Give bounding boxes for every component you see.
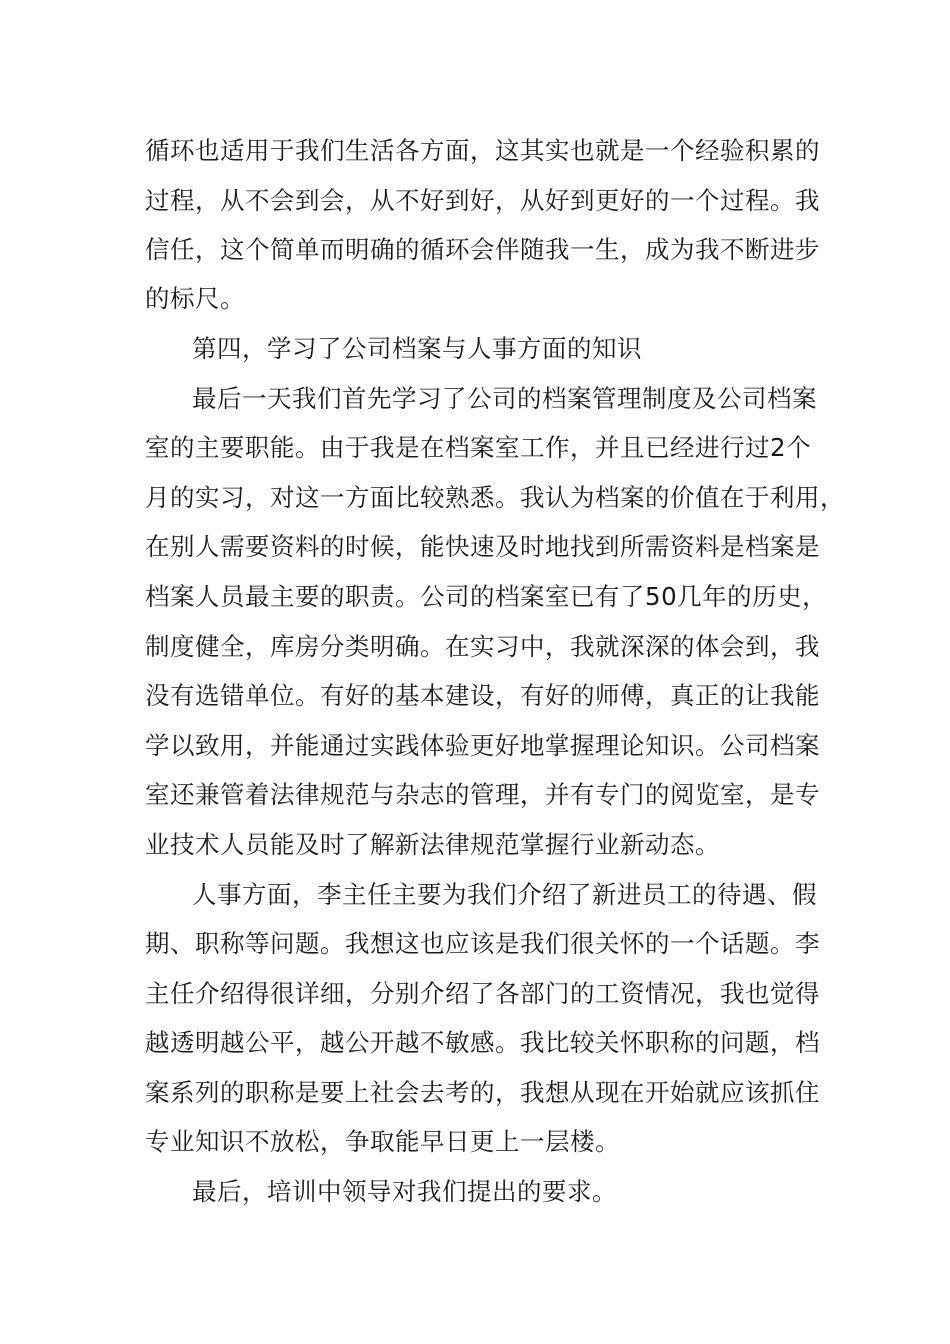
text-line: 人事方面，李主任主要为我们介绍了新进员工的待遇、假: [192, 880, 817, 909]
text-line: 越透明越公平，越公开越不敏感。我比较关怀职称的问题，档: [145, 1028, 820, 1057]
text-line: 月的实习，对这一方面比较熟悉。我认为档案的价值在于利用，: [145, 483, 845, 512]
text-line: 循环也适用于我们生活各方面，这其实也就是一个经验积累的: [145, 136, 820, 165]
text-line: 业技术人员能及时了解新法律规范掌握行业新动态。: [145, 830, 720, 859]
text-line: 信任，这个简单而明确的循环会伴随我一生，成为我不断进步: [145, 235, 820, 264]
text-line: 最后一天我们首先学习了公司的档案管理制度及公司档案: [192, 384, 817, 413]
text-line: 专业知识不放松，争取能早日更上一层楼。: [145, 1127, 620, 1156]
text-line: 期、职称等问题。我想这也应该是我们很关怀的一个话题。李: [145, 929, 820, 958]
text-line: 最后，培训中领导对我们提出的要求。: [192, 1177, 617, 1206]
text-line: 主任介绍得很详细，分别介绍了各部门的工资情况，我也觉得: [145, 979, 820, 1008]
text-line: 在别人需要资料的时候，能快速及时地找到所需资料是档案是: [145, 532, 820, 561]
text-line: 制度健全，库房分类明确。在实习中，我就深深的体会到，我: [145, 632, 820, 661]
text-line: 室的主要职能。由于我是在档案室工作，并且已经进行过2个: [145, 433, 812, 462]
text-line: 学以致用，并能通过实践体验更好地掌握理论知识。公司档案: [145, 731, 820, 760]
text-line: 没有选错单位。有好的基本建设，有好的师傅，真正的让我能: [145, 681, 820, 710]
text-line: 的标尺。: [145, 284, 245, 313]
text-line: 档案人员最主要的职责。公司的档案室已有了50几年的历史，: [145, 582, 828, 611]
section-heading: 第四，学习了公司档案与人事方面的知识: [192, 334, 642, 363]
text-line: 案系列的职称是要上社会去考的，我想从现在开始就应该抓住: [145, 1078, 820, 1107]
text-line: 室还兼管着法律规范与杂志的管理，并有专门的阅览室，是专: [145, 780, 820, 809]
text-line: 过程，从不会到会，从不好到好，从好到更好的一个过程。我: [145, 186, 820, 215]
